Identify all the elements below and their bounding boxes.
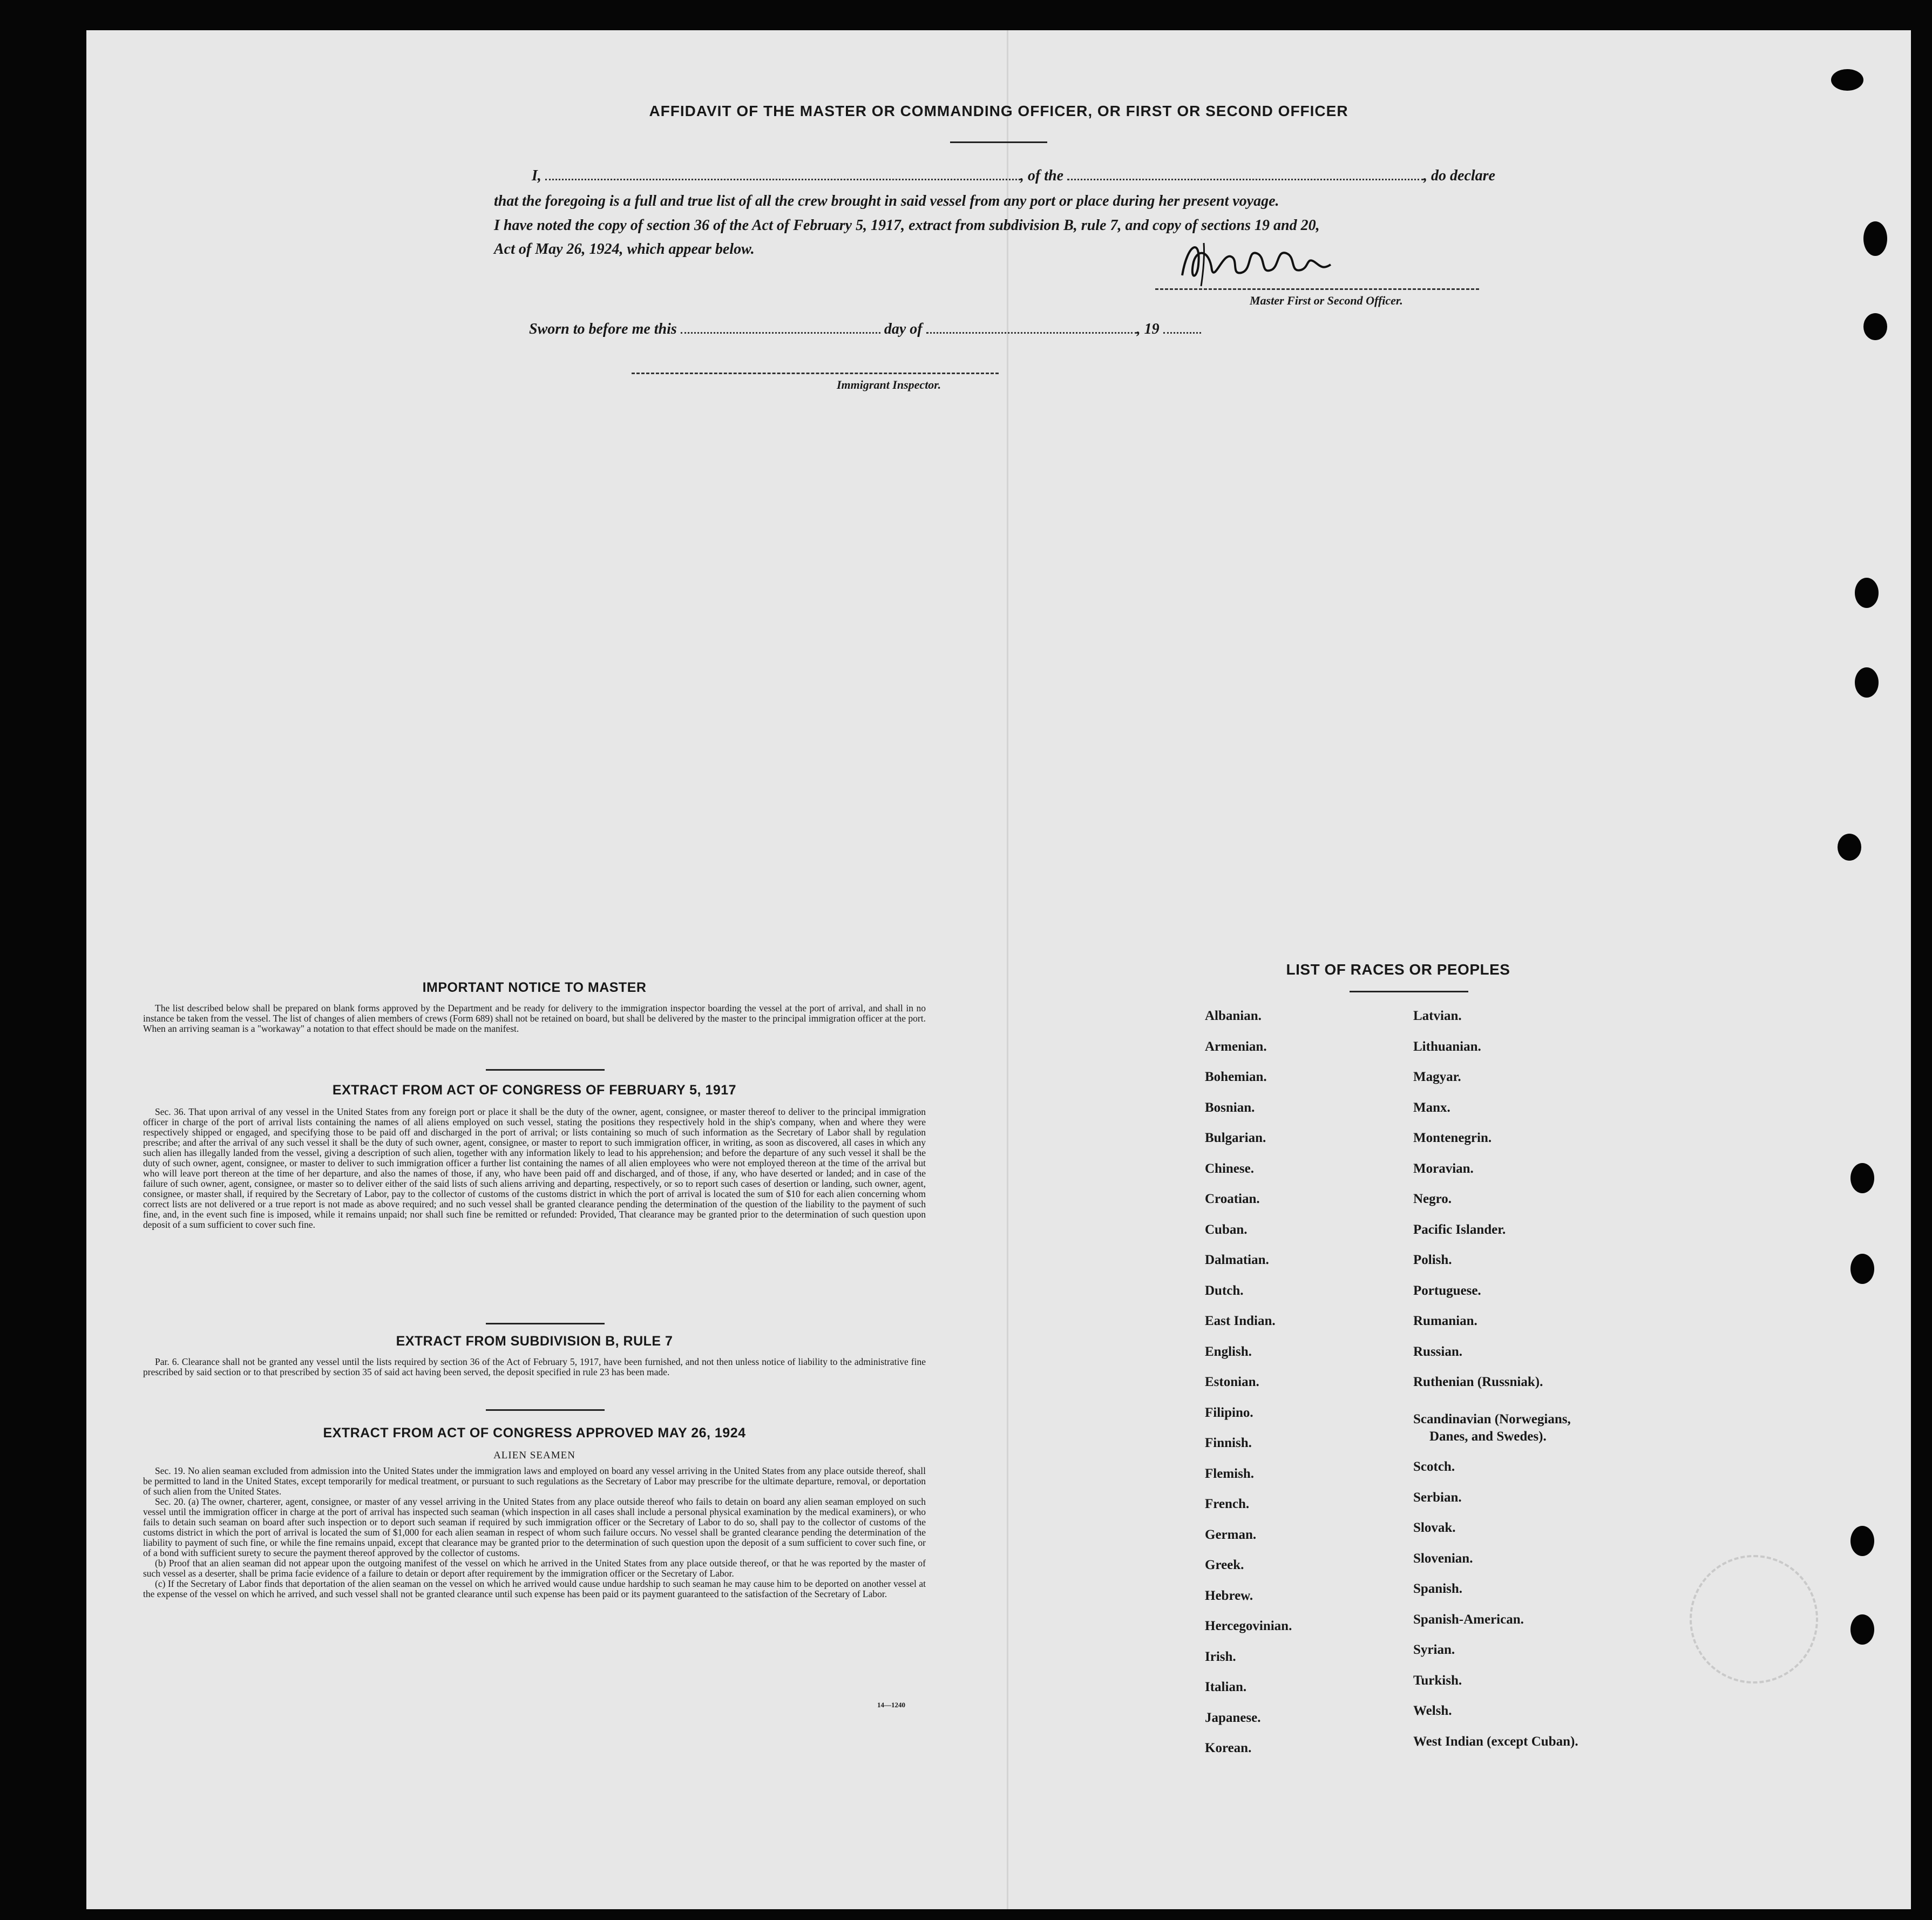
race-item: French. [1205, 1497, 1250, 1511]
race-item: Dutch. [1205, 1283, 1244, 1298]
handwritten-signature [1171, 232, 1344, 292]
race-item: Lithuanian. [1413, 1039, 1481, 1054]
race-item: Greek. [1205, 1558, 1244, 1572]
race-item: Finnish. [1205, 1436, 1252, 1450]
race-item: Armenian. [1205, 1039, 1267, 1054]
race-item: Portuguese. [1413, 1283, 1481, 1298]
race-item: Danes, and Swedes). [1429, 1429, 1547, 1444]
punch-hole [1850, 1254, 1874, 1284]
race-item: Ruthenian (Russniak). [1413, 1375, 1543, 1389]
race-item: Manx. [1413, 1100, 1450, 1115]
notice-title: IMPORTANT NOTICE TO MASTER [422, 980, 647, 995]
of-the-label: , of the [1020, 167, 1064, 184]
race-item: Korean. [1205, 1741, 1252, 1755]
vessel-name-field[interactable] [1067, 179, 1423, 180]
race-item: Spanish. [1413, 1581, 1463, 1596]
affidavit-title: AFFIDAVIT OF THE MASTER OR COMMANDING OFFICER, OR FIRST OR SECOND OFFICER [649, 103, 1348, 119]
sec-19-paragraph: Sec. 19. No alien seaman excluded from admission into the United States under the immigration laws and employed on board any vessel arriving in the United States from any place outside thereof, shall be permitted to land in the United States, except temporarily for medical treatment, or pursuant to such regulations as the Secretary of Labor may prescribe for the ultimate departure, removal, or deportation of such alien from the United States. [143, 1465, 926, 1497]
document-sheet [86, 30, 1911, 1909]
extract-1917-title: EXTRACT FROM ACT OF CONGRESS OF FEBRUARY 5, 1917 [332, 1083, 737, 1098]
race-item: Turkish. [1413, 1673, 1462, 1688]
sworn-month-field[interactable] [926, 332, 1137, 334]
punch-hole [1850, 1526, 1874, 1556]
punch-hole [1838, 834, 1861, 861]
punch-hole [1831, 69, 1863, 91]
race-item: Dalmatian. [1205, 1253, 1269, 1267]
alien-seamen-subtitle: ALIEN SEAMEN [493, 1450, 575, 1461]
official-seal-stamp [1690, 1555, 1818, 1684]
race-item: Latvian. [1413, 1009, 1462, 1023]
rule-7-title: EXTRACT FROM SUBDIVISION B, RULE 7 [396, 1334, 673, 1349]
extract-1917-text [143, 1107, 926, 1230]
race-item: Hercegovinian. [1205, 1619, 1292, 1633]
sworn-line [529, 321, 1201, 338]
race-item: Cuban. [1205, 1222, 1248, 1237]
race-item: Croatian. [1205, 1192, 1260, 1206]
punch-hole [1850, 1614, 1874, 1645]
notice-text [143, 1003, 926, 1034]
race-item: Bulgarian. [1205, 1131, 1266, 1145]
race-item: English. [1205, 1344, 1252, 1359]
year-prefix: , 19 [1136, 321, 1160, 337]
sec-20b-paragraph: (b) Proof that an alien seaman did not appear upon the outgoing manifest of the vessel on which he arrived in the United States from any place outside thereof, or that he was reported by the master of such vessel as a deserter, shall be prima facie evidence of a failure to detain or deport after requirement by the immigration officer or the Secretary of Labor. [143, 1558, 926, 1579]
punch-hole [1855, 667, 1879, 698]
race-item: Hebrew. [1205, 1588, 1253, 1603]
race-item: Pacific Islander. [1413, 1222, 1506, 1237]
race-item: Filipino. [1205, 1405, 1253, 1420]
race-item: Scotch. [1413, 1459, 1455, 1474]
race-item: Irish. [1205, 1649, 1236, 1664]
race-item: Montenegrin. [1413, 1131, 1492, 1145]
race-item: Magyar. [1413, 1070, 1461, 1084]
race-item: Serbian. [1413, 1490, 1462, 1505]
day-of-label: day of [884, 321, 923, 337]
notice-paragraph: The list described below shall be prepared on blank forms approved by the Department and be ready for delivery to the immigration inspector boarding the vessel at the port of arrival, and shall in no instance be taken from the vessel. The list of changes of alien members of crews (Form 689) shall not be retained on board, but shall be delivered by the master to the principal immigration officer at the port. When an arriving seaman is a "workaway" a notation to that effect should be made on the manifest. [143, 1003, 926, 1034]
sec-20c-paragraph: (c) If the Secretary of Labor finds that deportation of the alien seaman on the vessel on which he arrived would cause undue hardship to such seaman he may cause him to be deported on another vessel at the expense of the vessel on which he arrived, and such vessel shall not be granted clearance until such expense has been paid or its payment guaranteed to the satisfaction of the Secretary of Labor. [143, 1578, 926, 1599]
fold-line [1007, 30, 1008, 1909]
inspector-signature-line [632, 373, 999, 374]
section-divider [486, 1323, 605, 1324]
declarant-name-field[interactable] [545, 179, 1020, 180]
race-item: Russian. [1413, 1344, 1463, 1359]
declaration-line-1 [532, 167, 1495, 185]
race-item: Slovenian. [1413, 1551, 1473, 1566]
title-rule [950, 141, 1047, 143]
signature-line [1155, 288, 1479, 290]
race-item: Estonian. [1205, 1375, 1259, 1389]
race-item: Scandinavian (Norwegians, [1413, 1411, 1571, 1427]
race-item: East Indian. [1205, 1314, 1276, 1328]
race-item: Welsh. [1413, 1703, 1452, 1718]
do-declare-label: , do declare [1423, 167, 1495, 184]
race-item: German. [1205, 1527, 1257, 1542]
rule-7-paragraph: Par. 6. Clearance shall not be granted any vessel until the lists required by section 36 of the Act of February 5, 1917, have been furnished, and not then unless notice of liability to the administrative fine prescribed by said section or to that prescribed by section 35 of said act having been served, the deposit specified in rule 23 has been made. [143, 1356, 926, 1377]
races-left-column [1205, 1009, 1292, 1772]
declaration-line-3: I have noted the copy of section 36 of the Act of February 5, 1917, extract from subdivision B, rule 7, and copy of sections 19 and 20, [494, 217, 1320, 234]
punch-hole [1863, 313, 1887, 340]
section-divider [486, 1409, 605, 1411]
inspector-label: Immigrant Inspector. [837, 378, 941, 391]
races-title: LIST OF RACES OR PEOPLES [1286, 961, 1510, 978]
race-item: Syrian. [1413, 1642, 1455, 1657]
race-item: Rumanian. [1413, 1314, 1477, 1328]
punch-hole [1850, 1163, 1874, 1193]
race-item: Negro. [1413, 1192, 1452, 1206]
race-item: Japanese. [1205, 1710, 1261, 1725]
form-number: 14—1240 [877, 1701, 905, 1709]
race-item: Moravian. [1413, 1161, 1474, 1176]
punch-hole [1863, 221, 1887, 256]
race-item: West Indian (except Cuban). [1413, 1734, 1578, 1749]
declarant-prefix: I, [532, 167, 541, 184]
races-right-column [1413, 1009, 1578, 1764]
race-item: Spanish-American. [1413, 1612, 1524, 1627]
race-item: Chinese. [1205, 1161, 1254, 1176]
races-title-rule [1350, 991, 1468, 992]
extract-1924-text [143, 1466, 926, 1599]
punch-hole [1855, 578, 1879, 608]
declaration-line-2: that the foregoing is a full and true list of all the crew brought in said vessel from any port or place during her present voyage. [494, 193, 1279, 209]
sworn-year-field[interactable] [1163, 332, 1201, 334]
signature-label: Master First or Second Officer. [1250, 294, 1403, 307]
race-item: Slovak. [1413, 1520, 1456, 1535]
sec-20a-paragraph: Sec. 20. (a) The owner, charterer, agent, consignee, or master of any vessel arriving in the United States from any place outside thereof who fails to detain on board any alien seaman employed on such vessel until the immigration officer in charge at the port of arrival has inspected such seaman (which inspection in all cases shall include a personal physical examination by the medical examiners), or who fails to detain such seaman on board after such inspection or to deport such seaman if required by such immigration officer or the Secretary of Labor to do so, shall pay to the collector of customs of the customs district in which the port of arrival is located the sum of $1,000 for each alien seaman in respect of whom such failure occurs. No vessel shall be granted clearance pending the determination of the liability to payment of such fine, or while the fine remains unpaid, except that clearance may be granted prior to the determination of such question upon the deposit of a sum sufficient to cover such fine, or of a bond with sufficient surety to secure the payment thereof approved by the collector of customs. [143, 1496, 926, 1558]
sec-36-paragraph: Sec. 36. That upon arrival of any vessel in the United States from any foreign port or place it shall be the duty of the owner, agent, consignee, or master thereof to deliver to the principal immigration officer in charge of the port of arrival lists containing the names of all aliens employed on such vessel, stating the positions they respectively hold in the ship's company, when and where they were respectively shipped or engaged, and specifying those to be paid off and discharged in the port of arrival; or lists containing so much of such information as the Secretary of Labor shall by regulation prescribe; and after the arrival of any such vessel it shall be the duty of such owner, agent, consignee, or master to report to such immigration officer, in writing, as soon as discovered, all cases in which any such alien has illegally landed from the vessel, giving a description of such alien, together with any information likely to lead to his apprehension; and before the departure of any such vessel it shall be the duty of such owner, agent, consignee, or master to deliver to such immigration officer a further list containing the names of all alien employees who were not employed thereon at the time of the arrival but who will leave port thereon at the time of her departure, and also the names of those, if any, who have been paid off and discharged, and of those, if any, who have deserted or landed; and in case of the failure of such owner, agent, consignee, or master so to deliver either of the said lists of such aliens arriving and departing, respectively, or so to report such cases of desertion or landing, such owner, agent, consignee, or master shall, if required by the Secretary of Labor, pay to the collector of customs of the customs district in which the port of arrival is located the sum of $10 for each alien concerning whom correct lists are not delivered or a true report is not made as above required; and no such vessel shall be granted clearance pending the determination of the question of the liability to the payment of such fine, and, in the event such fine is imposed, while it remains unpaid; nor shall such fine be remitted or refunded: Provided, That clearance may be granted prior to the determination of such question upon deposit of a sum sufficient to cover such fine. [143, 1106, 926, 1230]
race-item: Bohemian. [1205, 1070, 1267, 1084]
extract-1924-title: EXTRACT FROM ACT OF CONGRESS APPROVED MAY 26, 1924 [323, 1425, 746, 1441]
sworn-prefix: Sworn to before me this [529, 321, 677, 337]
rule-7-text [143, 1357, 926, 1377]
race-item: Polish. [1413, 1253, 1452, 1267]
race-item: Italian. [1205, 1680, 1247, 1694]
race-item: Flemish. [1205, 1466, 1254, 1481]
race-item: Albanian. [1205, 1009, 1262, 1023]
declaration-line-4: Act of May 26, 1924, which appear below. [494, 241, 755, 258]
sworn-day-field[interactable] [681, 332, 880, 334]
race-item: Bosnian. [1205, 1100, 1255, 1115]
section-divider [486, 1069, 605, 1071]
